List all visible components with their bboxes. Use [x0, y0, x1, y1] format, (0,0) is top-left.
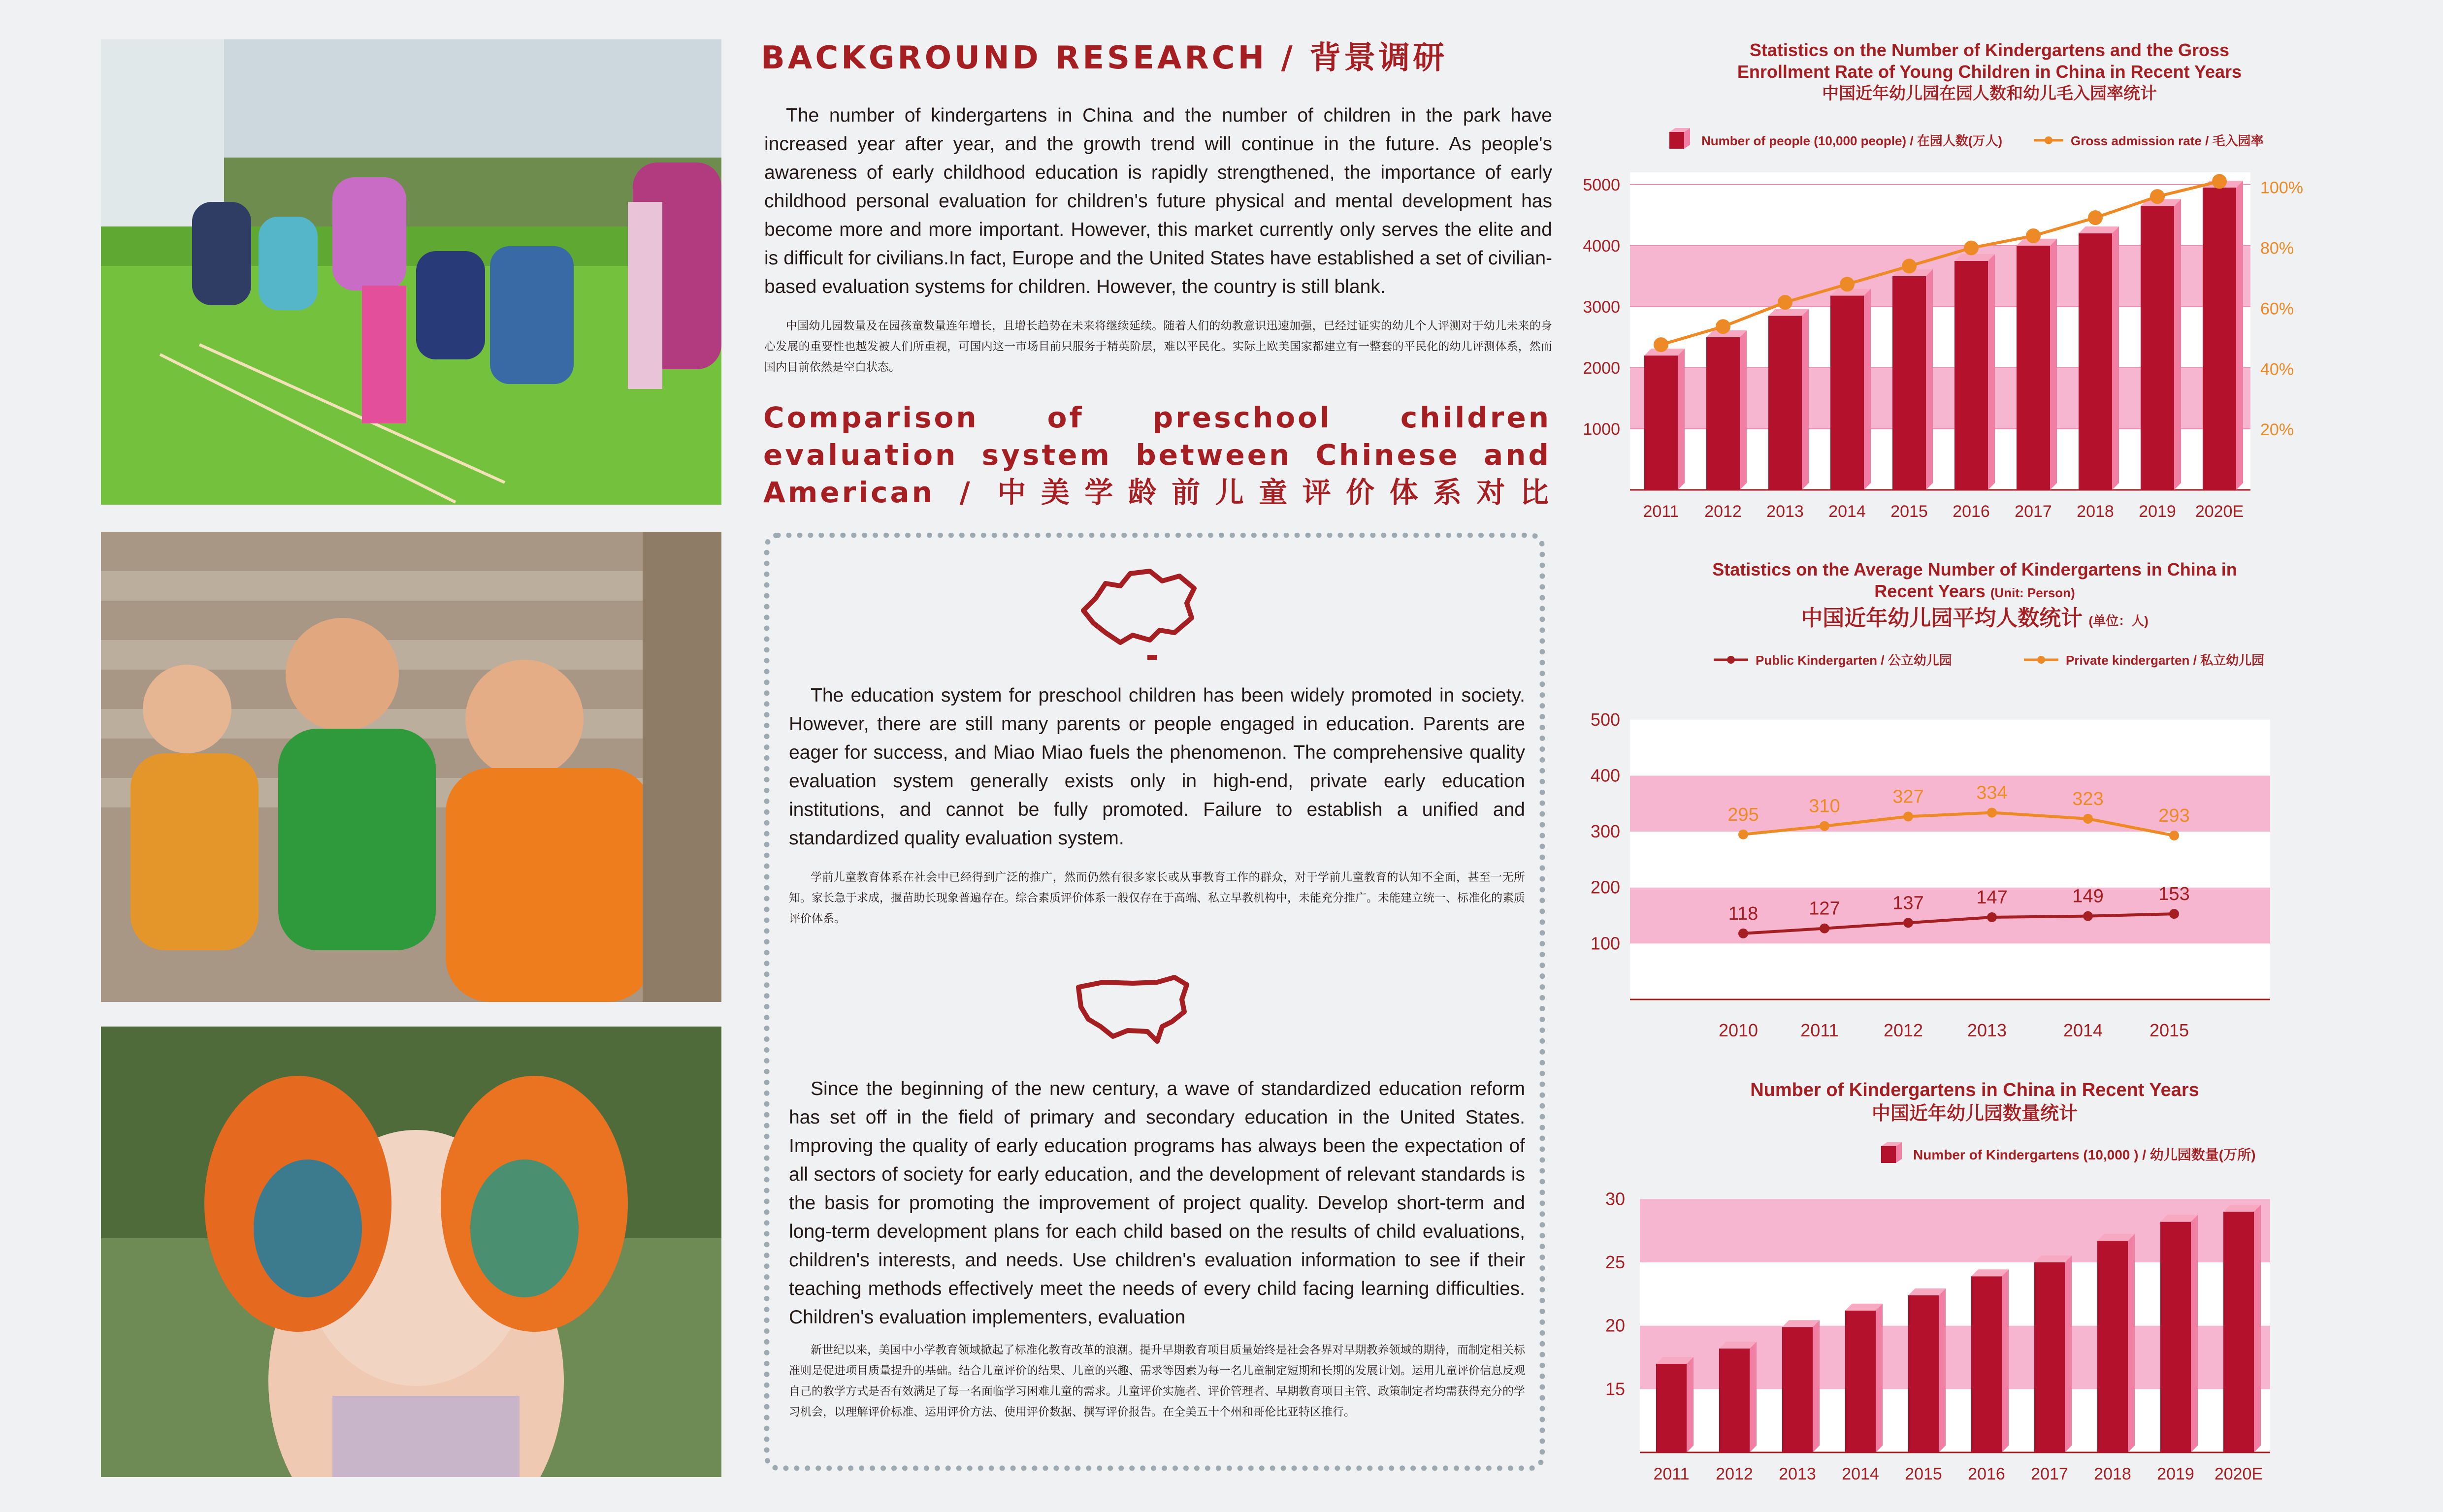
- chart1-xtick: 2016: [1953, 502, 1990, 521]
- usa-paragraph-en: Since the beginning of the new century, a wave of standardized education reform has set off in the field of primary and secondary education in the United States. Improving the quality of early education programs has always been the expectation of all sectors of society for early education, and the development of relevant standards is the basis for promoting the improvement of project quality. Develop short-term and long-term development plans for each child based on the results of child evaluations, children's interests, and needs. Use children's evaluation information to see if their teaching methods effectively meet the needs of every child facing learning difficulties. Children's evaluation implementers, evaluation: [789, 1078, 1525, 1328]
- chart2-public-label: 137: [1892, 893, 1924, 914]
- background-paragraph-zh: 中国幼儿园数量及在园孩童数量连年增长，且增长趋势在未来将继续延续。随着人们的幼教意识迅速加强，已经过证实的幼儿个人评测对于幼儿未来的身心发展的重要性也越发被人们所重视，可国内这一市场目前只服务于精英阶层，难以平民化。实际上欧美国家都建立有一整套的平民化的幼儿评测体系，然而国内目前依然是空白状态。: [764, 319, 1552, 373]
- chart1-bar: [1892, 276, 1926, 490]
- chart1-bar-side: [2236, 181, 2243, 490]
- chart3-bar-side: [2065, 1255, 2072, 1452]
- chart1-bar: [2141, 206, 2174, 490]
- chart1-xtick: 2017: [2015, 502, 2052, 521]
- chart1-bar-top: [1768, 309, 1809, 316]
- usa-paragraph-zh: 新世纪以来，美国中小学教育领域掀起了标准化教育改革的浪潮。提升早期教育项目质量始终是社会各界对早期教养领域的期待，而制定相关标准则是促进项目质量提升的基础。结合儿童评价的结果、儿童的兴趣、需求等因素为每一名儿童制定短期和长期的发展计划。运用儿童评价信息反观自己的教学方式是否有效满足了每一名面临学习困难儿童的需求。儿童评价实施者、评价管理者、早期教育项目主管、政策制定者均需获得充分的学习机会，以理解评价标准、运用评价方法、使用评价数据、撰写评价报告。在全美五十个州和哥伦比亚特区推行。: [789, 1343, 1525, 1418]
- chart1-xtick: 2012: [1704, 502, 1742, 521]
- chart3-bar-side: [2191, 1215, 2198, 1452]
- chart1-ytick: 2000: [1583, 358, 1620, 378]
- chart1-legend-cube: [1669, 132, 1684, 149]
- chart1-bar-side: [1678, 349, 1685, 490]
- chart2-public-label: 118: [1728, 903, 1759, 924]
- chart2-title-zh: 中国近年幼儿园平均人数统计: [1801, 606, 2083, 630]
- chart2-private-label: 327: [1892, 786, 1924, 807]
- chart1-bar-side: [2174, 199, 2181, 490]
- chart2-ytick: 400: [1590, 765, 1620, 786]
- chart1-rate-point: [2088, 210, 2103, 225]
- chart3-xtick: 2012: [1716, 1465, 1753, 1483]
- chart1-xtick: 2011: [1643, 502, 1679, 521]
- chart1-bar: [2079, 233, 2112, 490]
- chart2-public-label: 127: [1809, 898, 1840, 919]
- chart2-title-en: Statistics on the Average Number of Kindergartens in China in Recent Years: [1712, 559, 2237, 601]
- chart3-legend-cube: [1881, 1146, 1896, 1163]
- chart3-xtick: 2019: [2157, 1465, 2194, 1483]
- chart2-public-label: 147: [1976, 887, 2008, 908]
- chart1-ytick: 3000: [1583, 297, 1620, 317]
- chart3-title: [1625, 1078, 2324, 1126]
- chart3-xtick: 2011: [1653, 1465, 1690, 1483]
- chart2-legend-label-public: Public Kindergarten / 公立幼儿园: [1756, 653, 1952, 668]
- chart2-public-point: [1987, 912, 1997, 922]
- chart3-bar-side: [1876, 1304, 1883, 1452]
- chart3-xtick: 2017: [2031, 1465, 2068, 1483]
- chart3-xtick: 2014: [1842, 1465, 1879, 1483]
- chart2-ytick: 100: [1590, 933, 1620, 954]
- chart1-y2tick: 100%: [2260, 178, 2303, 197]
- chart3-xtick: 2018: [2094, 1465, 2131, 1483]
- chart3-bar-side: [2128, 1234, 2135, 1452]
- china-map-icon: [1076, 564, 1204, 665]
- chart2-legend-dot-private: [2037, 656, 2045, 664]
- chart2-public-point: [1738, 929, 1748, 938]
- chart1-title-en: Statistics on the Number of Kindergartens and the Gross Enrollment Rate of Young Children in China in Recent Years: [1737, 40, 2242, 82]
- chart2-private-label: 334: [1976, 782, 2008, 804]
- chart2-ytick: 200: [1590, 877, 1620, 898]
- background-paragraph-en: The number of kindergartens in China and the number of children in the park have increased year after year, and the growth trend will continue in the future. As people's awareness of early childhood education is rapidly strengthened, the importance of early childhood personal evaluation for children's future physical and mental development has become more and more important. However, this market currently only serves the elite and is difficult for civilians.In fact, Europe and the United States have established a set of civilian-based evaluation systems for children. However, the country is still blank.: [764, 105, 1552, 297]
- chart1-y2tick: 40%: [2260, 360, 2294, 379]
- comparison-title: Comparison of preschool children evaluation system between Chinese and American / 中美学龄前儿童评价体系对比: [763, 401, 1551, 509]
- chart2-private-point: [2169, 831, 2179, 840]
- chart1-rate-point: [1964, 241, 1979, 256]
- chart3-bar: [1845, 1311, 1876, 1452]
- chart2-xtick: 2012: [1883, 1020, 1923, 1040]
- chart3-xtick: 2016: [1968, 1465, 2005, 1483]
- chart1-rate-point: [1778, 295, 1792, 310]
- chart3-bar-side: [1813, 1320, 1820, 1452]
- chart3-bar: [2034, 1262, 2065, 1452]
- chart1-rate-point: [2150, 189, 2165, 204]
- chart2-title: [1625, 559, 2324, 636]
- chart1-ytick: 4000: [1583, 236, 1620, 256]
- chart1-title: [1615, 39, 2364, 104]
- chart3-bar: [2097, 1241, 2128, 1452]
- chart1-ytick: 5000: [1583, 175, 1620, 194]
- chart2-subtitle-unit: (单位：人): [2088, 613, 2149, 628]
- chart2-xtick: 2014: [2063, 1020, 2103, 1040]
- chart2-private-label: 295: [1727, 804, 1759, 825]
- chart1-bar: [1644, 355, 1678, 490]
- chart1-rate-point: [2212, 174, 2227, 189]
- chart2-private-point: [1820, 821, 1829, 831]
- chart1-y2tick: 60%: [2260, 299, 2294, 319]
- chart3-ytick: 20: [1605, 1315, 1625, 1336]
- chart1-xtick: 2015: [1890, 502, 1928, 521]
- chart3-xtick: 2020E: [2214, 1465, 2263, 1483]
- chart2-xtick: 2015: [2149, 1020, 2189, 1040]
- china-paragraph-en: The education system for preschool children has been widely promoted in society. However, there are still many parents or people engaged in education. Parents are eager for success, and Miao Miao fuels the phenomenon. The comprehensive quality evaluation system generally exists only in high-end, private early education institutions, and cannot be fully promoted. Failure to establish a unified and standardized quality evaluation system.: [789, 685, 1525, 849]
- chart1-legend-label-rate: Gross admission rate / 毛入园率: [2071, 133, 2264, 148]
- chart1-rate-point: [1716, 319, 1730, 334]
- photo-children-playing-field: [101, 39, 721, 505]
- chart2-private-point: [2083, 814, 2093, 824]
- chart1-xtick: 2019: [2139, 502, 2176, 521]
- chart2-legend-dot-public: [1727, 656, 1735, 664]
- chart1-bar: [1954, 261, 1988, 490]
- chart3-ytick: 15: [1605, 1379, 1625, 1399]
- chart3-bar-side: [1939, 1288, 1946, 1452]
- chart1-ytick: 1000: [1583, 419, 1620, 439]
- chart3-bar: [1719, 1349, 1750, 1452]
- chart1-legend-label-people: Number of people (10,000 people) / 在园人数(万人): [1701, 133, 2003, 148]
- chart2-public-point: [1820, 924, 1829, 933]
- chart1-bar-side: [2050, 239, 2057, 490]
- chart2-bg: [1630, 720, 2270, 999]
- chart3-bar-side: [1687, 1357, 1694, 1452]
- chart3-title-en: Number of Kindergartens in China in Recent Years: [1750, 1080, 2199, 1100]
- usa-map-icon: [1074, 972, 1192, 1046]
- chart2-private-label: 310: [1809, 796, 1840, 817]
- chart1-xtick: 2018: [2077, 502, 2114, 521]
- chart3-plot: [1571, 1132, 2428, 1497]
- chart3-ytick: 30: [1605, 1189, 1625, 1209]
- chart1-bar: [2017, 246, 2050, 490]
- chart3-bar: [1908, 1295, 1939, 1452]
- chart1-bar-top: [2079, 226, 2119, 233]
- chart2-public-label: 149: [2072, 886, 2104, 907]
- chart1-xtick: 2013: [1766, 502, 1804, 521]
- chart1-rate-point: [2026, 228, 2041, 243]
- chart3-xtick: 2015: [1905, 1465, 1942, 1483]
- chart1-bar-side: [1802, 309, 1809, 490]
- chart2-private-label: 323: [2072, 788, 2104, 809]
- chart1-rate-point: [1654, 337, 1668, 352]
- chart2-private-point: [1903, 811, 1913, 821]
- chart3-bar: [1782, 1327, 1813, 1452]
- chart3-bar: [1971, 1276, 2002, 1452]
- chart3-xtick: 2013: [1779, 1465, 1816, 1483]
- chart1-xtick: 2020E: [2195, 502, 2244, 521]
- chart2-private-point: [1987, 807, 1997, 817]
- chart2-public-label: 153: [2158, 884, 2190, 905]
- chart2-xtick: 2013: [1967, 1020, 2007, 1040]
- chart2-public-point: [2169, 909, 2179, 919]
- chart1-bar-top: [1954, 254, 1995, 261]
- chart3-bar-side: [2254, 1205, 2261, 1452]
- chart1-bar-side: [1988, 254, 1995, 490]
- chart1-rate-point: [1902, 258, 1917, 273]
- chart2-xtick: 2011: [1800, 1020, 1839, 1040]
- chart2-legend-label-private: Private kindergarten / 私立幼儿园: [2066, 653, 2265, 668]
- chart1-xtick: 2014: [1828, 502, 1866, 521]
- chart1-bar: [1768, 316, 1802, 490]
- chart3-bar: [2160, 1222, 2191, 1452]
- chart2-private-point: [1738, 830, 1748, 839]
- chart3-legend-label: Number of Kindergartens (10,000 ) / 幼儿园数量(万所): [1913, 1147, 2256, 1162]
- background-title: BACKGROUND RESEARCH / 背景调研: [761, 40, 1448, 76]
- chart3-bar-side: [2002, 1269, 2009, 1452]
- chart2-ytick: 500: [1590, 709, 1620, 730]
- photo-kids-thumbs-up: [101, 532, 721, 1002]
- chart1-bar-side: [1864, 289, 1871, 490]
- chart1-bar: [2203, 188, 2236, 490]
- chart1-bar: [1830, 296, 1864, 490]
- china-paragraph-zh: 学前儿童教育体系在社会中已经得到广泛的推广，然而仍然有很多家长或从事教育工作的群众，对于学前儿童教育的认知不全面，甚至一无所知。家长急于求成，揠苗助长现象普遍存在。综合素质评价体系一般仅存在于高端、私立早教机构中，未能充分推广。未能建立统一、标准化的素质评价体系。: [789, 870, 1525, 925]
- chart3-bar-side: [1750, 1342, 1757, 1452]
- chart3-bar: [1656, 1364, 1687, 1452]
- chart2-title-unit: (Unit: Person): [1990, 585, 2075, 600]
- chart2-public-point: [2083, 911, 2093, 921]
- chart1-bar-side: [2112, 226, 2119, 490]
- chart3-title-zh: 中国近年幼儿园数量统计: [1871, 1103, 2078, 1124]
- chart1-y2tick: 20%: [2260, 420, 2294, 440]
- chart1-bar: [1706, 337, 1740, 490]
- photo-girl-painted-hands: [101, 1027, 721, 1477]
- chart2-xtick: 2010: [1718, 1020, 1759, 1040]
- chart1-legend-dot: [2045, 136, 2052, 144]
- chart1-title-zh: 中国近年幼儿园在园人数和幼儿毛入园率统计: [1822, 84, 2157, 103]
- chart1-bar-side: [1926, 269, 1933, 490]
- chart3-bar: [2223, 1212, 2254, 1452]
- chart1-plot: [1571, 118, 2428, 532]
- chart2-public-point: [1903, 918, 1913, 928]
- chart1-rate-point: [1840, 277, 1855, 291]
- chart1-bar-side: [1740, 330, 1747, 490]
- chart2-ytick: 300: [1590, 821, 1620, 842]
- chart3-ytick: 25: [1605, 1252, 1625, 1272]
- chart2-plot: [1571, 645, 2428, 1049]
- chart1-y2tick: 80%: [2260, 239, 2294, 258]
- chart2-private-label: 293: [2158, 805, 2190, 827]
